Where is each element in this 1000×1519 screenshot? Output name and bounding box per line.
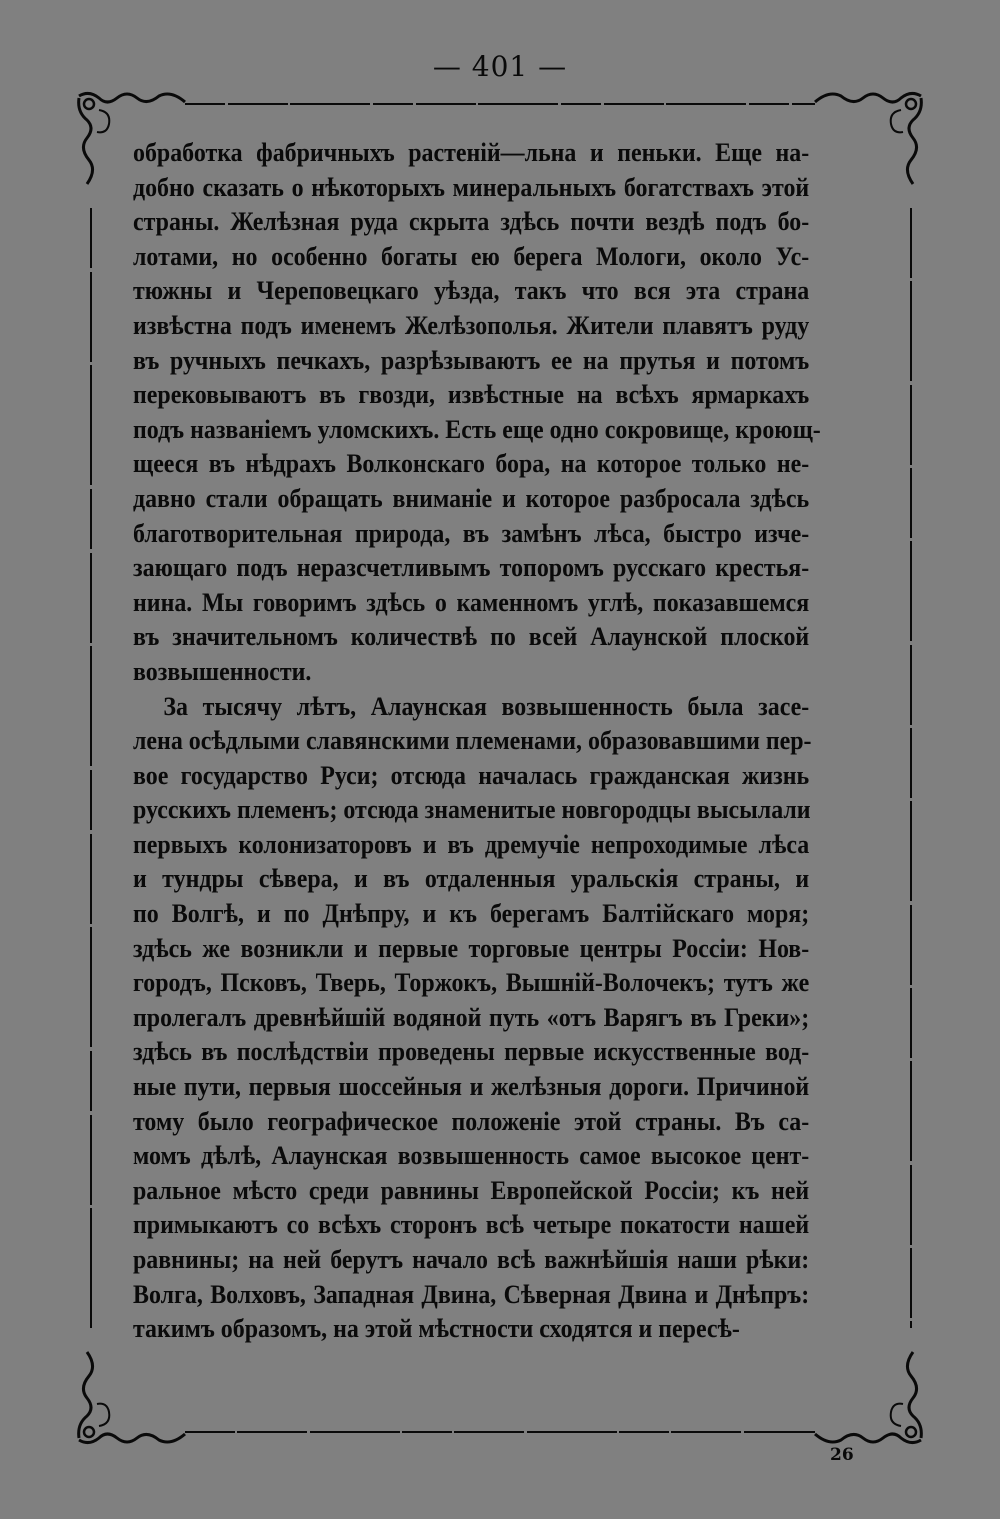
text-line: пролегалъ древнѣйшiй водяной путь «отъ Варягъ въ Греки»; bbox=[133, 1002, 810, 1032]
text-line: примыкаютъ со всѣхъ сторонъ всѣ четыре покатости нашей bbox=[133, 1210, 810, 1240]
text-line: тюжны и Череповецкаго уѣзда, такъ что вся эта страна bbox=[133, 276, 810, 306]
text-line: равнины; на ней берутъ начало всѣ важнѣйшiя наши рѣки: bbox=[133, 1245, 810, 1274]
text-line: благотворительная природа, въ замѣнъ лѣса, быстро изче- bbox=[133, 518, 810, 548]
text-line: Волга, Волховъ, Западная Двина, Сѣверная Двина и Днѣпръ: bbox=[133, 1279, 810, 1309]
text-line: возвышенности. bbox=[133, 656, 312, 686]
paragraph-2 bbox=[133, 690, 812, 1347]
text-line: давно стали обращать вниманiе и которое разбросала здѣсь bbox=[133, 483, 810, 513]
text-line: страны. Желѣзная руда скрыта здѣсь почти вездѣ подъ бо- bbox=[133, 207, 810, 237]
paragraph-1 bbox=[133, 136, 821, 690]
text-line: зающаго подъ неразсчетливымъ топоромъ русскаго крестья- bbox=[133, 553, 810, 583]
text-line: лена осѣдлыми славянскими племенами, образовавшими пер- bbox=[133, 726, 812, 756]
page-number: — 401 — bbox=[432, 50, 568, 83]
text-line: подъ названiемъ уломскихъ. Есть еще одно сокровище, кроющ- bbox=[133, 414, 821, 444]
text-line: здѣсь же возникли и первые торговые центры Россiи: Нов- bbox=[133, 933, 810, 963]
text-line: въ ручныхъ печкахъ, разрѣзываютъ ее на прутья и потомъ bbox=[133, 345, 810, 375]
signature-mark: 26 bbox=[830, 1445, 854, 1465]
text-line: щееся въ нѣдрахъ Волконскаго бора, на которое только не- bbox=[133, 449, 810, 479]
text-line: такимъ образомъ, на этой мѣстности сходятся и пересѣ- bbox=[133, 1314, 740, 1344]
text-line: момъ дѣлѣ, Алаунская возвышенность самое высокое цент- bbox=[133, 1141, 810, 1171]
text-line: ные пути, первыя шоссейныя и желѣзныя дороги. Причиной bbox=[133, 1072, 810, 1102]
text-line: перековываютъ въ гвозди, извѣстные на всѣхъ ярмаркахъ bbox=[133, 380, 810, 410]
text-line: вое государство Руси; отсюда началась гражданская жизнь bbox=[133, 760, 810, 790]
text-line: нина. Мы говоримъ здѣсь о каменномъ углѣ, показавшемся bbox=[133, 587, 810, 617]
text-line: добно сказать о нѣкоторыхъ минеральныхъ богатствахъ этой bbox=[133, 172, 810, 202]
text-line: здѣсь въ послѣдствiи проведены первые искусственные вод- bbox=[133, 1037, 810, 1067]
text-line: по Волгѣ, и по Днѣпру, и къ берегамъ Балтiйскаго моря; bbox=[133, 899, 810, 929]
text-line: обработка фабричныхъ растенiй—льна и пеньки. Еще на- bbox=[133, 138, 810, 167]
text-line: въ значительномъ количествѣ по всей Алаунской плоской bbox=[133, 622, 810, 652]
text-line: За тысячу лѣтъ, Алаунская возвышенность была засе- bbox=[163, 691, 810, 721]
text-line: лотами, но особенно богаты ею берега Мологи, около Ус- bbox=[133, 241, 810, 271]
text-line: первыхъ колонизаторовъ и въ дремучiе непроходимые лѣса bbox=[133, 829, 810, 859]
body-text bbox=[133, 136, 821, 1347]
text-line: и тундры сѣвера, и въ отдаленныя уральскiя страны, и bbox=[133, 864, 810, 894]
text-line: извѣстна подъ именемъ Желѣзополья. Жители плавятъ руду bbox=[133, 310, 810, 340]
text-line: ральное мѣсто среди равнины Европейской Россiи; къ ней bbox=[133, 1175, 810, 1205]
text-line: городъ, Псковъ, Тверь, Торжокъ, Вышнiй-Волочекъ; тутъ же bbox=[133, 968, 810, 998]
text-line: тому было географическое положенiе этой страны. Въ са- bbox=[133, 1106, 810, 1136]
text-line: русскихъ племенъ; отсюда знаменитые новгородцы высылали bbox=[133, 795, 811, 825]
